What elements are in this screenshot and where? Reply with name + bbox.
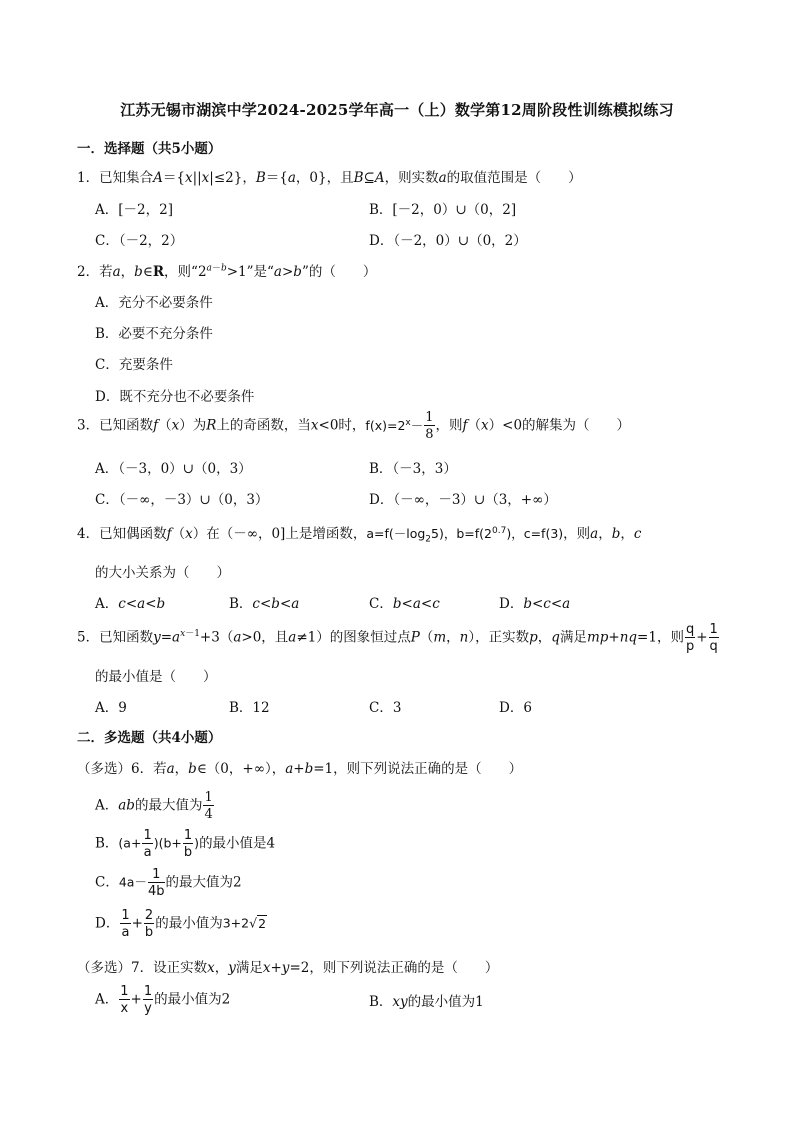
question-4-option-a: A．c<a<b (95, 596, 166, 612)
question-6-option-d: D． $\frac{1}{a}$ + $\frac{2}{b}$ 的最小值为3+2√2 (95, 908, 267, 940)
question-3-option-a: A．（－3，0）∪（0，3） (95, 461, 252, 477)
question-7-stem: （多选）7．设正实数x，y满足x+y=2，则下列说法正确的是（ ） (77, 960, 499, 976)
question-5-stem: 5．已知函数$y=a^{x-1}+3(a>0$，且a≠1）的图象恒过点P（m，n），正实数p，q满足mp+nq=1，则 $\frac{q}{p}$ + $\frac{1}{q}$ (77, 622, 718, 654)
question-1-option-a: A．[－2，2] (95, 202, 173, 218)
question-5-option-a: A．9 (95, 700, 127, 716)
question-1-option-d: D．（－2，0）∪（0，2） (369, 233, 527, 249)
section-heading-single-choice: 一．选择题（共5小题） (77, 141, 222, 157)
question-2-stem: 2．若a，b∈R，则“$2^{a-b}>1$”是“a>b”的（ ） (77, 263, 377, 280)
question-5-option-d: D．6 (499, 700, 532, 716)
question-4-stem: 4．已知偶函数f（x）在（－∞，0]上是增函数，$a=f(-\log_25)$，$b=f(2^{0.7})$，c=f(3)，则a，b，c (77, 525, 642, 545)
document-title: 江苏无锡市湖滨中学2024-2025学年高一（上）数学第12周阶段性训练模拟练习 (120, 101, 674, 119)
question-2-option-c: C．充要条件 (95, 357, 173, 373)
question-4-option-c: C．b<a<c (369, 596, 440, 612)
question-4-option-b: B．c<b<a (229, 596, 300, 612)
question-6-option-a: A．ab的最大值为 $\frac{1}{4}$ (95, 790, 213, 822)
question-1-option-c: C．（－2，2） (95, 233, 184, 249)
question-4-stem-continued: 的大小关系为（ ） (95, 565, 230, 581)
question-6-option-c: C．4a－ $\frac{1}{4b}$ 的最大值为2 (95, 867, 242, 899)
question-3-option-c: C．（－∞，－3）∪（0，3） (95, 492, 269, 508)
question-5-stem-continued: 的最小值是（ ） (95, 669, 217, 685)
question-5-option-c: C．3 (369, 700, 402, 716)
question-1-option-b: B．[－2，0）∪（0，2] (369, 202, 517, 218)
question-6-stem: （多选）6．若a，b∈（0，+∞），a+b=1，则下列说法正确的是（ ） (77, 761, 523, 777)
question-3-option-b: B．（－3，3） (369, 461, 457, 477)
question-3-stem: 3．已知函数f（x）为R上的奇函数，当x<0时，$f(x)=2^x-$ $\frac{1}{8}$ ，则f（x）<0的解集为（ ） (77, 410, 631, 442)
question-2-option-a: A．充分不必要条件 (95, 295, 213, 311)
question-7-option-a: A． $\frac{1}{x}$ + $\frac{1}{y}$ 的最小值为2 (95, 984, 231, 1016)
question-6-option-b: B．(a+ $\frac{1}{a}$ )(b+ $\frac{1}{b}$ )的最小值是4 (95, 828, 276, 860)
question-7-option-b: B．xy的最小值为1 (369, 994, 484, 1010)
section-heading-multiple-choice: 二．多选题（共4小题） (77, 730, 222, 746)
question-1-stem: 1．已知集合A＝{x||x|≤2}，B＝{a，0}，且B⊆A，则实数a的取值范围是（ ） (77, 170, 582, 186)
question-2-option-b: B．必要不充分条件 (95, 326, 213, 342)
question-3-option-d: D．（－∞，－3）∪（3，+∞） (369, 492, 557, 508)
question-2-option-d: D．既不充分也不必要条件 (95, 389, 255, 405)
question-4-option-d: D．b<c<a (499, 596, 571, 612)
question-5-option-b: B．12 (229, 700, 270, 716)
